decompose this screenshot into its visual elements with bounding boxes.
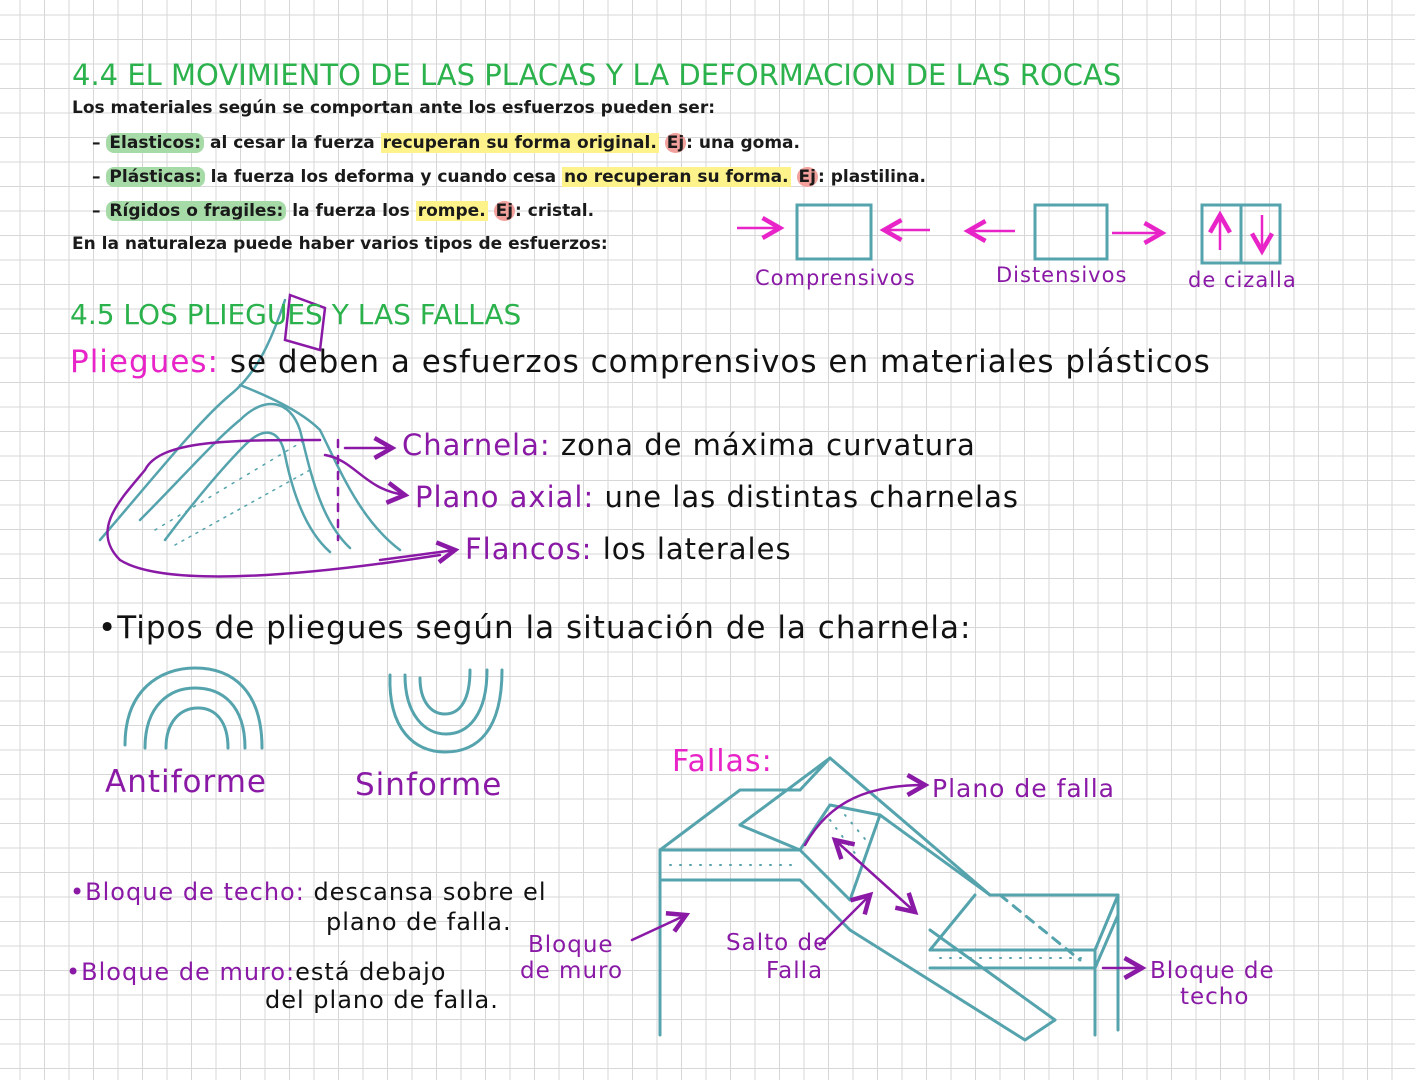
axial-term: Plano axial: [415,480,595,514]
footwall-definition [66,958,446,986]
plastic-highlight: no recuperan su forma. [564,167,789,187]
plastic-ej: Ej [798,167,816,187]
folds-text: se deben a esfuerzos comprensivos en materiales plásticos [229,344,1211,380]
plastic-term: Plásticas: [106,167,204,187]
hanging-wall-label-2: techo [1180,984,1250,1010]
throw-label-2: Falla [766,958,824,984]
hinge-definition [402,428,976,462]
materials-intro: Los materiales según se comportan ante los esfuerzos pueden ser: [72,98,716,118]
compressive-stress-diagram [737,205,930,259]
section-title-4-4: 4.4 EL MOVIMIENTO DE LAS PLACAS Y LA DEFORMACION DE LAS ROCAS [72,58,1122,92]
plastic-line: – Plásticas: la fuerza los deforma y cuando cesa no recuperan su forma. Ej : plastilina. [92,167,926,187]
shear-stress-diagram [1202,205,1280,263]
label-distensive: Distensivos [996,263,1128,287]
antiform-label: Antiforme [105,764,267,800]
footwall-label-1: Bloque [528,932,614,958]
hanging-text-2: plano de falla. [326,908,512,936]
antiform-drawing [125,668,262,748]
flanks-definition [465,532,792,566]
elastic-highlight: recuperan su forma original. [382,133,657,153]
label-compressive: Comprensivos [755,266,916,290]
axial-plane-definition [415,480,1019,514]
hinge-text: zona de máxima curvatura [560,428,976,462]
hanging-wall-label-1: Bloque de [1150,958,1275,984]
rigid-line: – Rígidos o fragiles: la fuerza los rompe. Ej : cristal. [92,201,595,221]
hinge-term: Charnela: [402,428,551,462]
folds-term: Pliegues: [70,344,219,380]
axial-text: une las distintas charnelas [604,480,1019,514]
plastic-example: : plastilina. [818,167,926,187]
foot-text-1: está debajo [295,958,447,986]
rigid-ej: Ej [495,201,514,221]
hanging-text-1: descansa sobre el [313,878,547,906]
synform-drawing [390,670,502,752]
elastic-ej: Ej [666,133,685,153]
elastic-example: : una goma. [686,133,800,153]
hanging-wall-definition [70,878,546,906]
rigid-term: Rígidos o fragiles: [106,201,286,221]
flanks-text: los laterales [602,532,792,566]
synform-label: Sinforme [355,767,503,803]
flanks-term: Flancos: [465,532,593,566]
elastic-text: al cesar la fuerza [204,133,381,153]
foot-term: •Bloque de muro: [66,958,296,986]
plastic-text: la fuerza los deforma y cuando cesa [204,167,562,187]
foot-text-2: del plano de falla. [265,986,499,1014]
folds-definition [70,344,1211,380]
throw-label-1: Salto de [726,930,829,956]
footwall-label-2: de muro [520,958,624,984]
hanging-term: •Bloque de techo: [70,878,305,906]
distensive-stress-diagram [968,205,1162,259]
rigid-text: la fuerza los [286,201,416,221]
label-shear: de cizalla [1188,268,1297,292]
faults-title: Fallas: [672,744,773,779]
section-title-4-5: 4.5 LOS PLIEGUES Y LAS FALLAS [70,298,522,331]
elastic-term: Elasticos: [106,133,204,153]
rigid-highlight: rompe. [417,201,486,221]
rigid-example: : cristal. [515,201,595,221]
nature-stress-text: En la naturaleza puede haber varios tipos de esfuerzos: [72,234,608,254]
fold-types-title: •Tipos de pliegues según la situación de la charnela: [98,610,972,646]
elastic-line: – Elasticos: al cesar la fuerza recuperan su forma original. Ej : una goma. [92,133,800,153]
fault-plane-label: Plano de falla [932,774,1115,803]
